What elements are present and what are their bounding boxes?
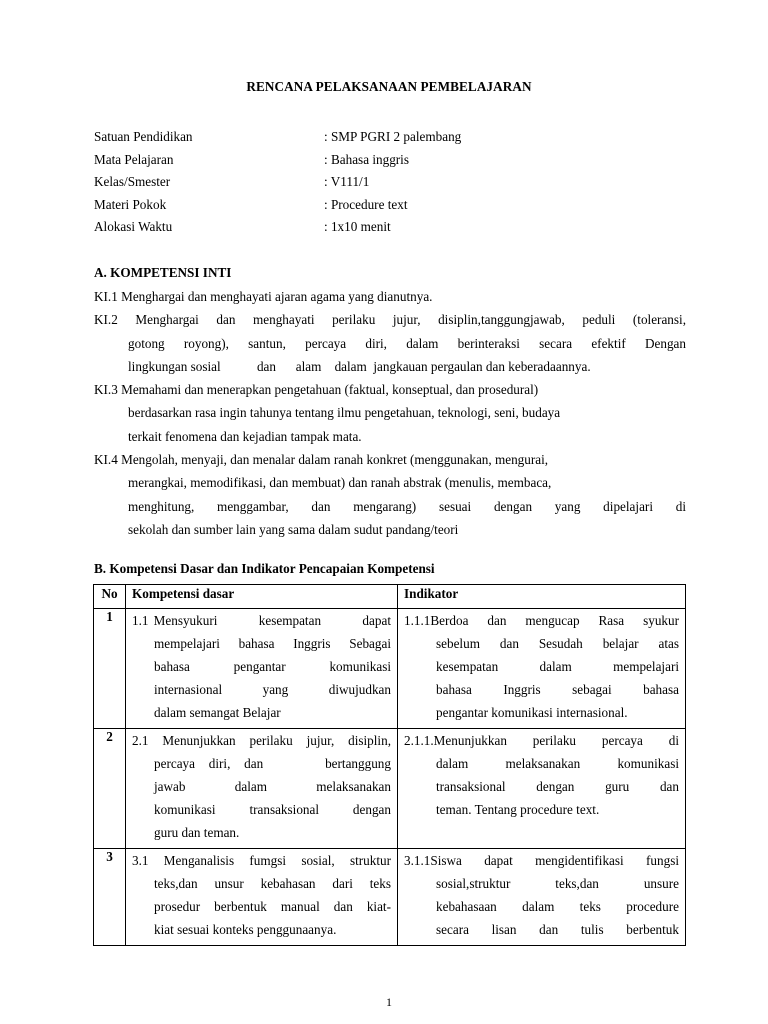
indikator-line: 2.1.1.Menunjukkan perilaku percaya di [404, 733, 679, 748]
identity-row [94, 129, 694, 152]
indikator-cell [398, 729, 686, 849]
identity-value: : 1x10 menit [324, 219, 391, 235]
identity-row [94, 174, 694, 197]
identity-value: : Bahasa inggris [324, 151, 409, 167]
identity-key: Kelas/Smester [94, 174, 171, 190]
kd-cell [126, 849, 398, 946]
kd-line: komunikasi transaksional dengan [154, 802, 391, 817]
ki-line: sekolah dan sumber lain yang sama dalam sudut pandang/teori [128, 521, 459, 537]
kd-line: 1.1 Mensyukuri kesempatan dapat [132, 613, 391, 628]
section-a-heading: A. KOMPETENSI INTI [94, 265, 232, 280]
ki-line: gotong royong), santun, percaya diri, dalam berinteraksi secara efektif Dengan [128, 335, 686, 351]
kompetensi-inti-block [94, 289, 686, 545]
column-header-no: No [94, 585, 126, 609]
kompetensi-table [93, 584, 686, 946]
indikator-line: transaksional dengan guru dan [436, 779, 679, 794]
identity-row [94, 152, 694, 175]
kd-line: 3.1 Menganalisis fumgsi sosial, struktur [132, 853, 391, 868]
column-header-indikator: Indikator [398, 585, 686, 609]
kd-line: 2.1 Menunjukkan perilaku jujur, disiplin, [132, 733, 391, 748]
indikator-line: sosial,struktur teks,dan unsure [436, 876, 679, 891]
indikator-line: kesempatan dalam mempelajari [436, 659, 679, 674]
row-number: 1 [94, 609, 126, 729]
indikator-line: dalam melaksanakan komunikasi [436, 756, 679, 771]
kd-cell [126, 609, 398, 729]
kd-line: bahasa pengantar komunikasi [154, 659, 391, 674]
kd-line: kiat sesuai konteks penggunaanya. [154, 922, 337, 937]
ki-line: berdasarkan rasa ingin tahunya tentang ilmu pengetahuan, teknologi, seni, budaya [128, 405, 561, 421]
identity-value: : V111/1 [324, 174, 370, 190]
indikator-cell [398, 849, 686, 946]
ki-line: KI.3 Memahami dan menerapkan pengetahuan (faktual, konseptual, dan prosedural) [94, 382, 539, 398]
kd-line: prosedur berbentuk manual dan kiat- [154, 899, 391, 914]
ki-line: terkait fenomena dan kejadian tampak mata. [128, 428, 362, 444]
indikator-line: pengantar komunikasi internasional. [436, 705, 628, 720]
kd-line: dalam semangat Belajar [154, 705, 281, 720]
identity-row [94, 219, 694, 242]
indikator-line: bahasa Inggris sebagai bahasa [436, 682, 679, 697]
kd-line: internasional yang diwujudkan [154, 682, 391, 697]
ki-line: KI.4 Mengolah, menyaji, dan menalar dalam ranah konkret (menggunakan, mengurai, [94, 452, 549, 468]
identity-value: : Procedure text [324, 196, 408, 212]
indikator-line: 1.1.1Berdoa dan mengucap Rasa syukur [404, 613, 679, 628]
identity-key: Materi Pokok [94, 196, 167, 212]
identity-block [94, 129, 694, 242]
ki-line: KI.2 Menghargai dan menghayati perilaku jujur, disiplin,tanggungjawab, peduli (toleransi, [94, 312, 686, 328]
identity-key: Alokasi Waktu [94, 219, 173, 235]
indikator-line: 3.1.1Siswa dapat mengidentifikasi fungsi [404, 853, 679, 868]
kd-line: mempelajari bahasa Inggris Sebagai [154, 636, 391, 651]
row-number: 3 [94, 849, 126, 946]
kd-line: jawab dalam melaksanakan [154, 779, 391, 794]
table-header-row [94, 585, 686, 609]
identity-key: Mata Pelajaran [94, 151, 174, 167]
kd-line: guru dan teman. [154, 825, 240, 840]
ki-line: KI.1 Menghargai dan menghayati ajaran agama yang dianutnya. [94, 289, 433, 304]
indikator-line: secara lisan dan tulis berbentuk [436, 922, 679, 937]
page-number: 1 [386, 995, 392, 1009]
indikator-line: sebelum dan Sesudah belajar atas [436, 636, 679, 651]
identity-value: : SMP PGRI 2 palembang [324, 129, 462, 144]
ki-line: merangkai, memodifikasi, dan membuat) dan ranah abstrak (menulis, membaca, [128, 475, 552, 491]
column-header-kompetensi: Kompetensi dasar [126, 585, 398, 609]
identity-row [94, 197, 694, 220]
table-row [94, 609, 686, 729]
section-b-heading: B. Kompetensi Dasar dan Indikator Pencapaian Kompetensi [94, 561, 435, 576]
indikator-line: kebahasaan dalam teks procedure [436, 899, 679, 914]
table-row [94, 729, 686, 849]
kd-line: percaya diri, dan bertanggung [154, 756, 391, 771]
table-row [94, 849, 686, 946]
kd-line: teks,dan unsur kebahasan dari teks [154, 876, 391, 891]
indikator-cell [398, 609, 686, 729]
document-title: RENCANA PELAKSANAAN PEMBELAJARAN [246, 79, 532, 94]
ki-line: lingkungan sosial dan alam dalam jangkauan pergaulan dan keberadaannya. [128, 358, 591, 374]
identity-key: Satuan Pendidikan [94, 129, 193, 144]
indikator-line: teman. Tentang procedure text. [436, 802, 600, 817]
kd-cell [126, 729, 398, 849]
ki-line: menghitung, menggambar, dan mengarang) sesuai dengan yang dipelajari di [128, 498, 686, 514]
row-number: 2 [94, 729, 126, 849]
